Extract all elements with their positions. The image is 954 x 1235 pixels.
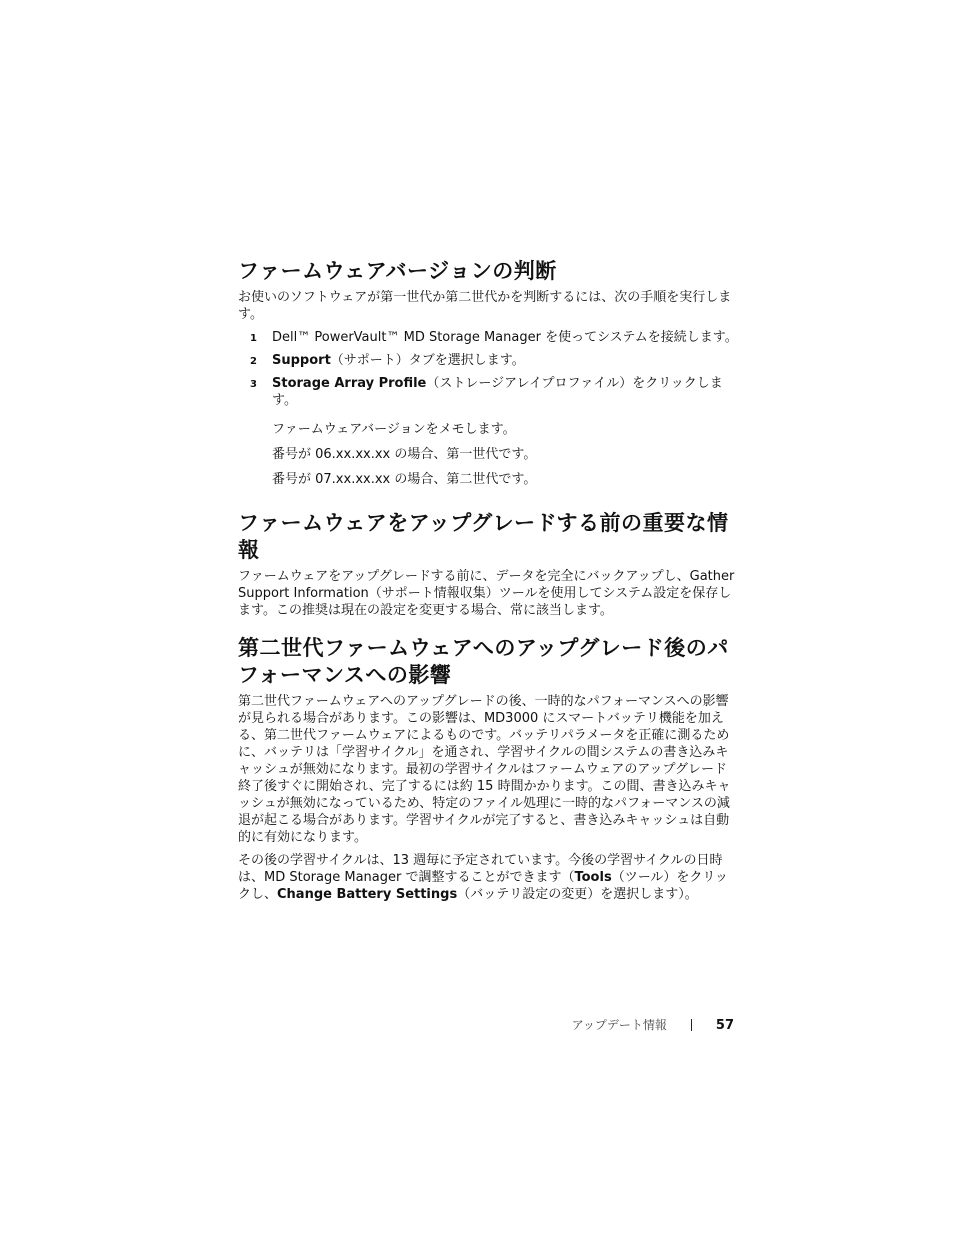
section-body: ファームウェアをアップグレードする前に、データを完全にバックアップし、Gather Support Information（サポート情報収集）ツールを使用してシステム設定を保存します。この推奨は現在の設定を変更する場合、常に該当します。 (238, 569, 735, 618)
footer-section-title: アップデート情報 (571, 1018, 667, 1032)
step-bold-term: Storage Array Profile (272, 376, 427, 391)
step-note: 番号が 06.xx.xx.xx の場合、第一世代です。 (272, 447, 537, 462)
section-body-2 (238, 852, 738, 903)
step-text: Dell™ PowerVault™ MD Storage Manager を使ってシステムを接続します。 (272, 330, 738, 345)
list-item (238, 352, 738, 369)
list-item (238, 329, 738, 346)
step-note: 番号が 07.xx.xx.xx の場合、第二世代です。 (272, 472, 537, 487)
step-text: （ストレージアレイプロファイル）をクリックします。 (272, 376, 723, 408)
section-before-upgrade (238, 510, 738, 619)
list-item (238, 375, 738, 409)
step-text: （サポート）タブを選択します。 (330, 353, 525, 368)
step-number: 2 (250, 356, 257, 367)
page-number: 57 (715, 1018, 734, 1033)
section-heading: ファームウェアをアップグレードする前の重要な情報 (238, 511, 729, 562)
steps-list (238, 329, 738, 409)
page-footer (0, 1016, 734, 1033)
bold-term-change-battery-settings: Change Battery Settings (277, 887, 458, 902)
section-heading: 第二世代ファームウェアへのアップグレード後のパフォーマンスへの影響 (238, 636, 729, 687)
footer-separator (691, 1019, 692, 1031)
step-note: ファームウェアバージョンをメモします。 (272, 422, 516, 437)
section-performance-impact (238, 635, 738, 903)
section-intro: お使いのソフトウェアが第一世代か第二世代かを判断するには、次の手順を実行します。 (238, 290, 732, 322)
body-text: （バッテリ設定の変更）を選択します）。 (457, 887, 698, 902)
section-body: 第二世代ファームウェアへのアップグレードの後、一時的なパフォーマンスへの影響が見られる場合があります。この影響は、MD3000 にスマートバッテリ機能を加える、第二世代ファームウェアによるものです。バッテリパラメータを正確に測るために、バッテリは「学習サイクル」を通され、学習サイクルの間システムの書き込みキャッシュが無効になります。最初の学習サイクルはファームウェアのアップグレード終了後すぐに開始され、完了するには約 15 時間かかります。この間、書き込みキャッシュが無効になっているため、特定のファイル処理に一時的なパフォーマンスの減退が起こる場合があります。学習サイクルが完了すると、書き込みキャッシュは自動的に有効になります。 (238, 694, 731, 845)
body-text: その後の学習サイクルは、13 週毎に予定されています。今後の学習サイクルの日時は、MD Storage Manager で調整することができます（ (238, 853, 723, 885)
step-number: 3 (250, 379, 257, 390)
step-number: 1 (250, 333, 257, 344)
body-text: （ツール）をクリックし、 (238, 870, 728, 902)
section-firmware-version (238, 258, 738, 488)
bold-term-tools: Tools (574, 870, 612, 885)
page-content (238, 258, 738, 903)
section-heading: ファームウェアバージョンの判断 (238, 259, 557, 283)
step-bold-term: Support (272, 353, 331, 368)
